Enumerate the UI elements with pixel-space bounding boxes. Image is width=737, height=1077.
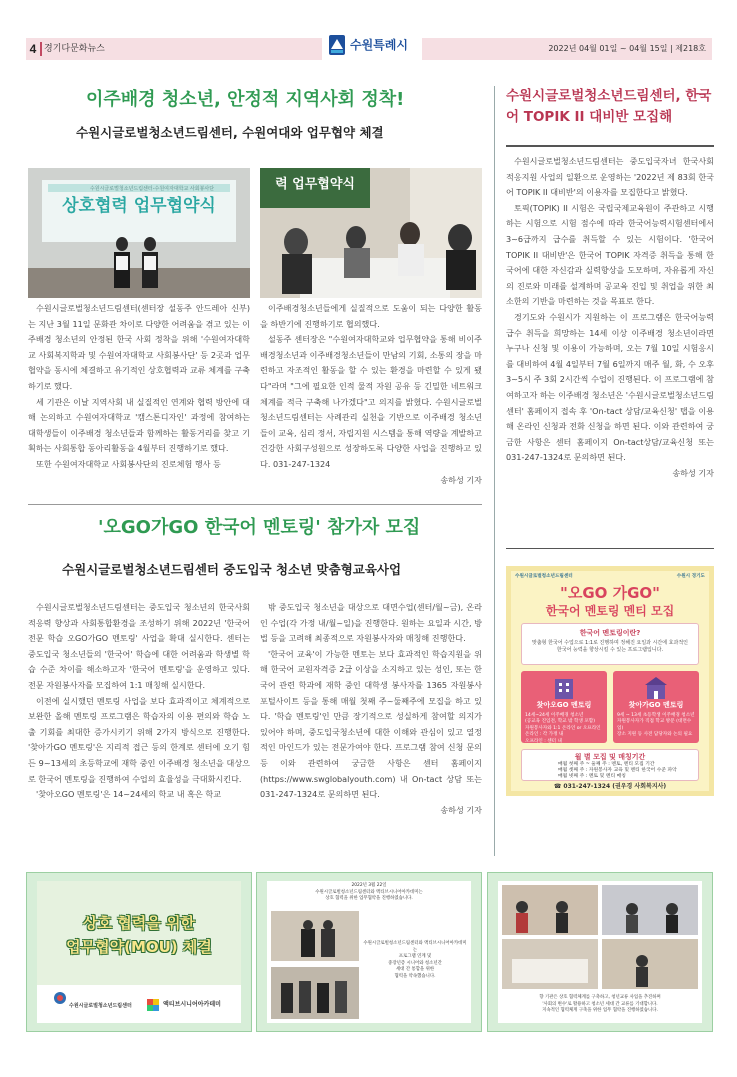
article2-col1-para2: 이전에 실시했던 멘토링 사업을 보다 효과적이고 체계적으로 보완한 올해 멘토링 프로그램은 학습자의 이용 편의와 학습 노출 기회를 최대한 증가시키기 위해 2가지 방식으로 진행한다. '찾아가GO 멘토링'은 지리적 접근 등의 한계로 센터에 오기 힘든 9~13세의 초등학교에 재학 중인 이주배경 청소년을 대상으로 한국어 멘토링을 진행하여 수업의 효율성을 극대화시킨다. [28, 695, 250, 784]
logo-text: 수원특례시 [350, 38, 408, 52]
poster-title: 한국어 멘토링 멘티 모집 [545, 604, 675, 618]
article3-title-rule [506, 145, 714, 147]
photo2-banner: 력 업무협약식 [275, 177, 355, 192]
mou-banner [37, 881, 241, 1023]
article3-para1: 수원시글로벌청소년드림센터는 중도입국자녀 한국사회 적응지원 사업의 일환으로 운영하는 '2022년 제 83회 한국어 TOPIK II 대비반'의 이용자를 모집한다고 밝혔다. [506, 156, 714, 198]
suwon-emblem-icon [326, 33, 348, 57]
government-emblem-icon [53, 991, 67, 1005]
card1-title: 찾아오GO 멘토링 [536, 701, 592, 709]
page-number: 4 [29, 42, 37, 56]
card1-line: 오프라인 : 센터 내 [525, 738, 562, 744]
meeting-collage [498, 881, 702, 1023]
article2-col2-para1: 밖 중도입국 청소년을 대상으로 대면수업(센터/월~금), 온라인 수업(각 가정 내/월~일)을 진행한다. 원하는 요일과 시간, 방법 등을 고려해 최종적으로 자원봉사자와 매칭해 진행한다. [260, 602, 482, 644]
photo1-banner: 상호협력 업무협약식 [62, 196, 216, 216]
poster-intro-box [521, 623, 699, 665]
caption-line: 수원시글로벌청소년드림센터와 액티브시니어아카데미는 [315, 889, 423, 895]
poster-intro-text: 맞춤형 한국어 수업으로 1:1로 진행하며 정해진 요일과 시간에 효과적인 한국어 능력을 향상시킬 수 있는 프로그램입니다. [531, 640, 688, 653]
signing-collage [267, 881, 471, 1023]
section-name: 경기다문화뉴스 [44, 44, 105, 54]
issue-date: 2022년 04월 01일 ~ 04월 15일 | 제218호 [548, 44, 706, 53]
article1-byline: 송하성 기자 [440, 474, 482, 485]
article1-col1-para2: 세 기관은 이날 지역사회 내 실질적인 연계와 협력 방안에 대해 논의하고 수원여자대학교 '캠스톤디자인' 과정에 참여하는 대학생들이 이주배경 청소년들과 함께하는 활동거리를 찾고 기획하는 사회통합 동아리활동을 4월부터 진행하기로 했다. [28, 396, 250, 454]
card2-line: 장소 지원 등 사전 담당자와 논의 필요 [617, 732, 693, 738]
article3-para2: 토픽(TOPIK) II 시험은 국립국제교육원이 주관하고 시행하는 시험으로 시험 점수에 따라 한국어능력시험센터에서 3~6급까지 급수를 취득할 수 있는 시험이다. '한국어TOPIK II 대비반'은 한국어 TOPIK 자격증 취득을 통해 한국어에 대한 자신감과 실력향상을 도모하며, 자유롭게 자신의 진로와 미래를 설계하며 공교육 진입 및 취업을 위한 최소한의 기반을 마련하는 것을 목표로 한다. [506, 202, 714, 307]
bottom-panel-signing-collage [256, 872, 482, 1032]
meeting-caption [504, 995, 696, 1015]
academy-logo-icon [147, 999, 159, 1011]
article2-col1-para1: 수원시글로벌청소년드림센터는 중도입국 청소년의 한국사회 적응력 향상과 사회통합환경을 조성하기 위해 2022년 '한국어 전문 학습 오GO가GO 멘토링' 사업을 확대 실시한다. 센터는 중도입국 청소년들의 '한국어' 학습에 대한 어려움과 학생별 학습 수준 차이를 해소하고자 '한국어 멘토링'을 운영하고 있다. 전문 자원봉사자를 모집하여 1:1 매칭해 실시한다. [28, 602, 250, 690]
article2-byline: 송하성 기자 [440, 804, 482, 815]
article2-column1 [28, 600, 250, 803]
signing-photos [271, 911, 359, 1019]
article1-photo-meeting [260, 168, 482, 298]
school-icon [643, 675, 669, 699]
poster-phone: ☎ 031-247-1324 (권우경 사회복지사) [553, 783, 667, 790]
collage-caption-bottom [363, 941, 467, 981]
building-icon [551, 675, 577, 699]
poster-org-left: 수원시글로벌청소년드림센터 [515, 574, 573, 579]
page-header [26, 38, 712, 60]
caption-line: 수원시글로벌청소년드림센터와 액티브시니어아카데미는 [363, 941, 467, 953]
article1-bottom-rule [28, 504, 482, 505]
article3-column [506, 154, 714, 481]
mou-title-line2: 업무협약(MOU) 체결 [66, 938, 212, 956]
caption-line: 향 기관은 상호 협력체계를 구축하고, 청년교류 사업을 추진하며 [539, 995, 661, 1000]
schedule-line: 매월 셋째 주 : 자원봉사자 교육 및 멘티 한국어 수준 파악 [558, 768, 677, 774]
caption-line: 세대 간 통합을 위한 [395, 967, 435, 973]
caption-line: '사회의 변수'로 활용하고 청소년 세대 간 교류를 기대합니다. [542, 1001, 658, 1007]
caption-line: 지속적인 협력체계 구축을 위한 업무 협약을 진행하였습니다. [542, 1008, 658, 1014]
schedule-line: 매월 넷째 주 : 멘토 및 멘티 매칭 [558, 774, 626, 780]
schedule-line: 매월 첫째 주 ~ 둘째 주 : 멘토, 멘티 모집 기간 [558, 762, 655, 767]
meeting-photos [502, 885, 698, 989]
photo1-banner-small: 수원시글로벌청소년드림센터-수원여자대학교 사회봉사단 [89, 186, 215, 192]
bottom-panel-meeting-collage [487, 872, 713, 1032]
mou-title-line1: 상호 협력을 위한 [83, 914, 195, 932]
card2-lines [617, 713, 697, 739]
article1-col2-para1: 이주배경청소년들에게 실질적으로 도움이 되는 다양한 활동을 하반기에 진행하기로 협의했다. [260, 303, 482, 329]
card1-line: 14세~24세 이주배경 청소년 [525, 713, 584, 718]
article1-subtitle: 수원시글로벌청소년드림센터, 수원여대와 업무협약 체결 [76, 125, 384, 140]
poster-schedule-box [521, 749, 699, 781]
poster-org-right: 수원시 경기도 [676, 574, 705, 579]
card1-line: 자원봉사자와 1:1 온라인 or 오프라인 [525, 725, 601, 731]
article1-photo-signing [28, 168, 250, 298]
article1-col2-para2: 설동주 센터장은 "수원여자대학교와 업무협약을 통해 비이주배경청소년과 이주배경청소년들이 만남의 기회, 소통의 장을 마련하고 자조적인 활동을 할 수 있는 환경을 마련할 수 있게 됐다"라며 "그에 필요한 인적 물적 자원 공유 등 긴밀한 네트워크 체계를 적극 구축해 나가겠다"고 의지를 밝혔다. 수원시글로벌청소년드림센터는 사례관리 실천을 기반으로 이주배경 청소년들이 교육, 심리 정서, 자립지원 시스템을 통해 역량을 계발하고 건강한 사회구성원으로 성장하도록 다양한 사업을 진행하고 있다. 031-247-1324 [260, 334, 482, 469]
mou-logo-left: 수원시글로벌청소년드림센터 [69, 1003, 132, 1009]
article3-byline: 송하성 기자 [672, 467, 714, 478]
article1-column2 [260, 301, 482, 488]
card2-line: 자원봉사자가 직접 학교 방문 (대면수업) [617, 719, 692, 731]
article3-para3: 경기도와 수원시가 지원하는 이 프로그램은 한국어능력 급수 취득을 희망하는 14세 이상 이주배경 청소년이라면 누구나 신청 및 이용이 가능하며, 오는 7월 10일 시험응시를 대비하여 4월 4일부터 7월 6일까지 매주 월, 화, 수 오후 3~5시 주 3회 2시간씩 수업이 진행된다. 이 프로그램에 참여하고자 하는 이주배경 청소년은 '수원시글로벌청소년드림센터' 홈페이지 접속 후 'On-tact 상담/교육신청' 탭을 이용해 온라인 신청과 전화 신청을 하면 된다. 이와 관련하여 궁금한 사항은 센터 홈페이지 On-tact상담/교육신청 또는031-247-1324로 문의하면 된다. [506, 311, 714, 463]
card1-line: 온라인 : 각 가정 내 [525, 732, 564, 738]
article3-title: 수원시글로벌청소년드림센터, 한국어 TOPIK II 대비반 모집해 [506, 88, 712, 125]
poster-intro-title: 한국어 멘토링이란? [579, 629, 641, 637]
caption-line: 프로그램 연계 및 [398, 954, 432, 960]
article2-column2 [260, 600, 482, 818]
caption-line: 중장년층 시니어와 청소년간 [388, 960, 442, 966]
article2-title: '오GO가GO 한국어 멘토링' 참가자 모집 [98, 517, 421, 538]
article1-title: 이주배경 청소년, 안정적 지역사회 정착! [86, 89, 405, 110]
card2-title: 찾아가GO 멘토링 [628, 701, 684, 709]
article2-col2-para2: '한국어 교육'이 가능한 멘토는 보다 효과적인 학습지원을 위해 한국어 교원자격증 2급 이상을 소지하고 있는 성인, 또는 한국어 관련 학과에 재학 중인 대학생 봉사자를 1365 자원봉사 포털사이트 등을 통해 매월 첫째 주~둘째주에 모집을 하고 있다. '학습 멘토링'인 만큼 장기적으로 성실하게 참여할 의지가 있어야 하며, 중도입국청소년에 대한 이해와 관심이 있고 열정적인 마인드가 있는 전문가여야 한다. 프로그램 참여 신청 문의 등 이와 관련하여 궁금한 사항은 센터 홈페이지(https://www.swglobalyouth.com) 내 On-tact 상담 또는 031-247-1324로 문의하면 된다. [260, 648, 482, 800]
caption-line: 협력을 약속했습니다. [394, 973, 436, 979]
caption-line: 상호 협력을 위한 업무협약을 진행하였습니다. [325, 896, 413, 902]
card1-lines [525, 713, 605, 745]
mentoring-poster [506, 566, 714, 796]
collage-caption-top [273, 883, 465, 903]
article2-col1-para3: '찾아오GO 멘토링'은 14~24세의 학교 내 혹은 학교 [36, 789, 222, 800]
article2-subtitle: 수원시글로벌청소년드림센터 중도입국 청소년 맞춤형교육사업 [62, 562, 402, 577]
bottom-panel-mou-banner [26, 872, 252, 1032]
poster-card-visit-center [521, 671, 607, 743]
poster-inner [511, 571, 709, 791]
suwon-logo [322, 30, 422, 60]
poster-schedule-title: 월 별 모집 및 매칭기간 [574, 753, 646, 761]
article1-col1-para1: 수원시글로벌청소년드림센터(센터장 설동주 안드레아 신부)는 지난 3월 11일 문화관 차이로 다양한 어려움을 겪고 있는 이주배경 청소년의 안정된 한국 사회 정착을 위해 '수원여자대학교 사회복지학과 및 수원여자대학교 사회봉사단' 등 2곳과 업무협약을 동시에 체결하고 유기적인 상호협력과 교류 체계를 구축하기로 했다. [28, 303, 250, 391]
poster-card-visit-school [613, 671, 699, 743]
article1-col1-para3: 또한 수원여자대학교 사회봉사단의 진로체험 행사 등 [36, 458, 221, 469]
column-divider [494, 86, 495, 856]
card1-line: (공교육 진입전, 학교 밖 학생 포함) [525, 719, 596, 725]
article1-column1 [28, 301, 250, 473]
article3-bottom-rule [506, 548, 714, 549]
poster-quote-title: "오GO 가GO" [560, 584, 660, 602]
caption-line: 2022년 3월 22일 [351, 883, 387, 888]
page-number-divider [40, 42, 42, 56]
mou-logo-right: 액티브시니어아카데미 [163, 1001, 221, 1008]
card2-line: 9세 ~ 13세 초등학생 이주배경 청소년 [617, 713, 695, 718]
